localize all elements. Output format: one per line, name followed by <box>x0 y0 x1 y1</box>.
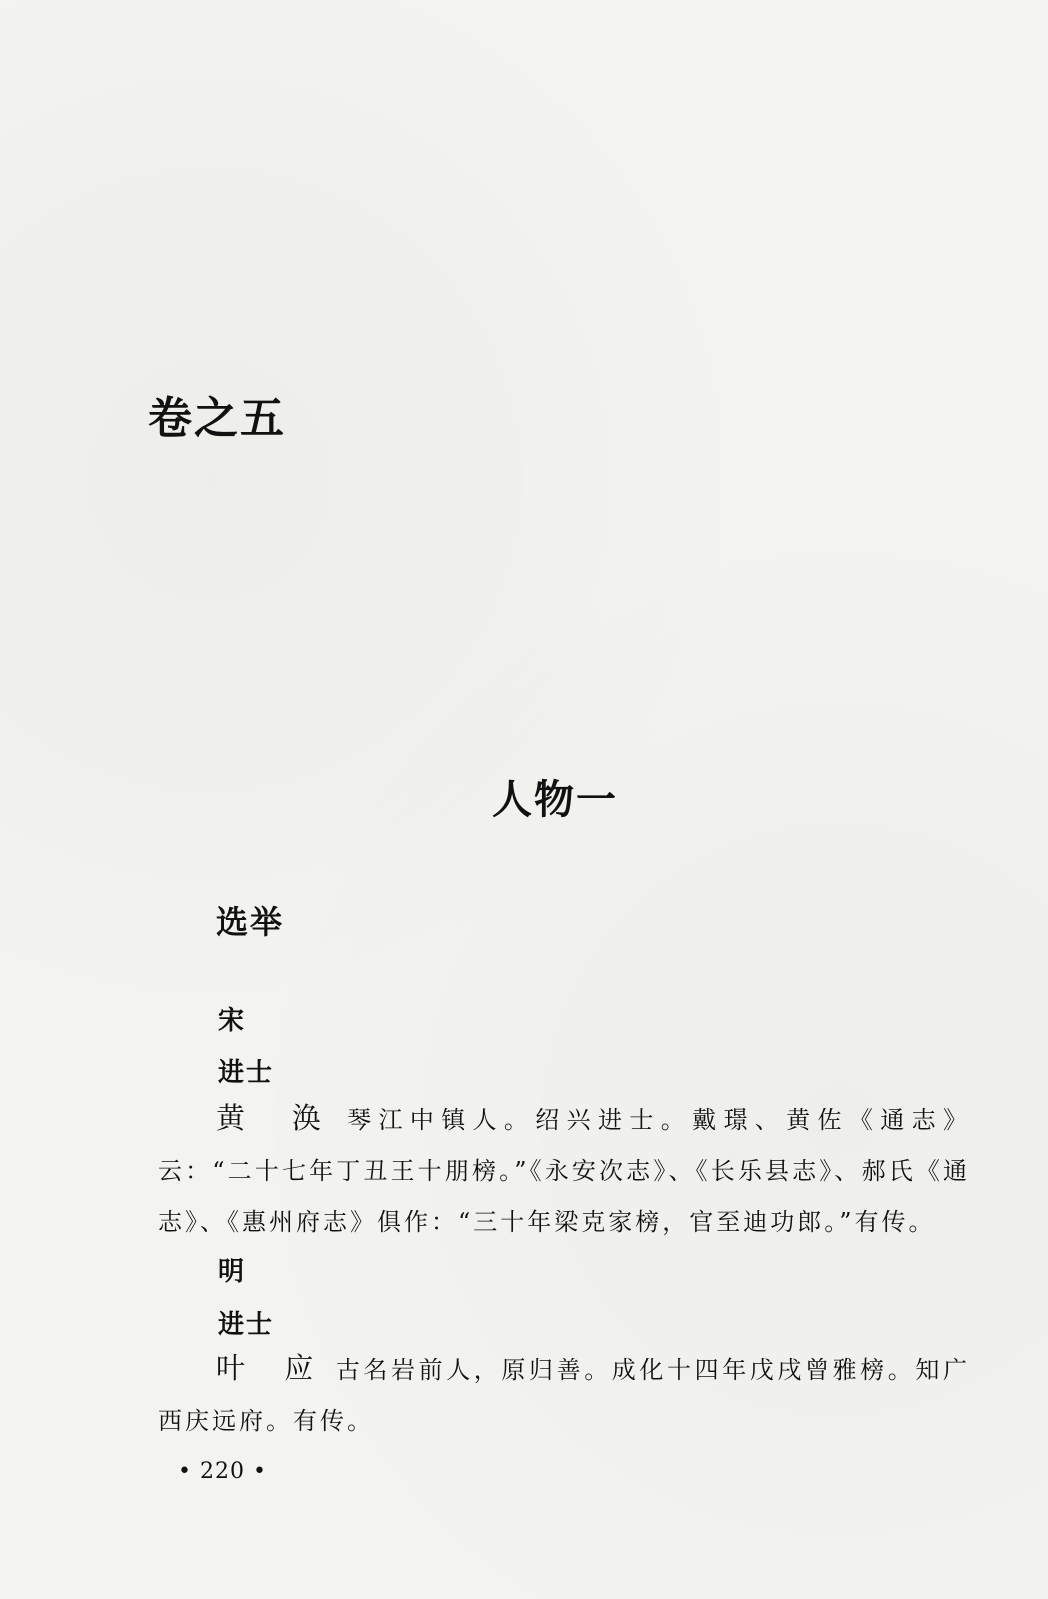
dynasty-heading-song: 宋 <box>218 1006 247 1036</box>
page-number: • 220 • <box>178 1459 267 1484</box>
entry-text: 琴江中镇人。绍兴进士。戴璟、黄佐《通志》云：“二十七年丁丑王十朋榜。”《永安次志》、《长乐县志》、郝氏《通志》、《惠州府志》俱作：“三十年梁克家榜，官至迪功郎。”有传。 <box>158 1106 970 1236</box>
person-name: 黄 涣 <box>216 1101 326 1135</box>
biography-entry <box>158 1343 970 1447</box>
biography-entry <box>158 1093 970 1248</box>
category-heading-jinshi: 进士 <box>218 1310 275 1340</box>
dynasty-heading-ming: 明 <box>218 1257 247 1287</box>
entry-text: 古名岩前人，原归善。成化十四年戊戌曾雅榜。知广西庆远府。有传。 <box>158 1356 970 1435</box>
section-title: 选举 <box>216 903 285 941</box>
category-heading-jinshi: 进士 <box>218 1058 275 1088</box>
person-name: 叶 应 <box>216 1351 314 1385</box>
volume-title: 卷之五 <box>148 393 286 444</box>
chapter-title: 人物一 <box>492 776 618 823</box>
